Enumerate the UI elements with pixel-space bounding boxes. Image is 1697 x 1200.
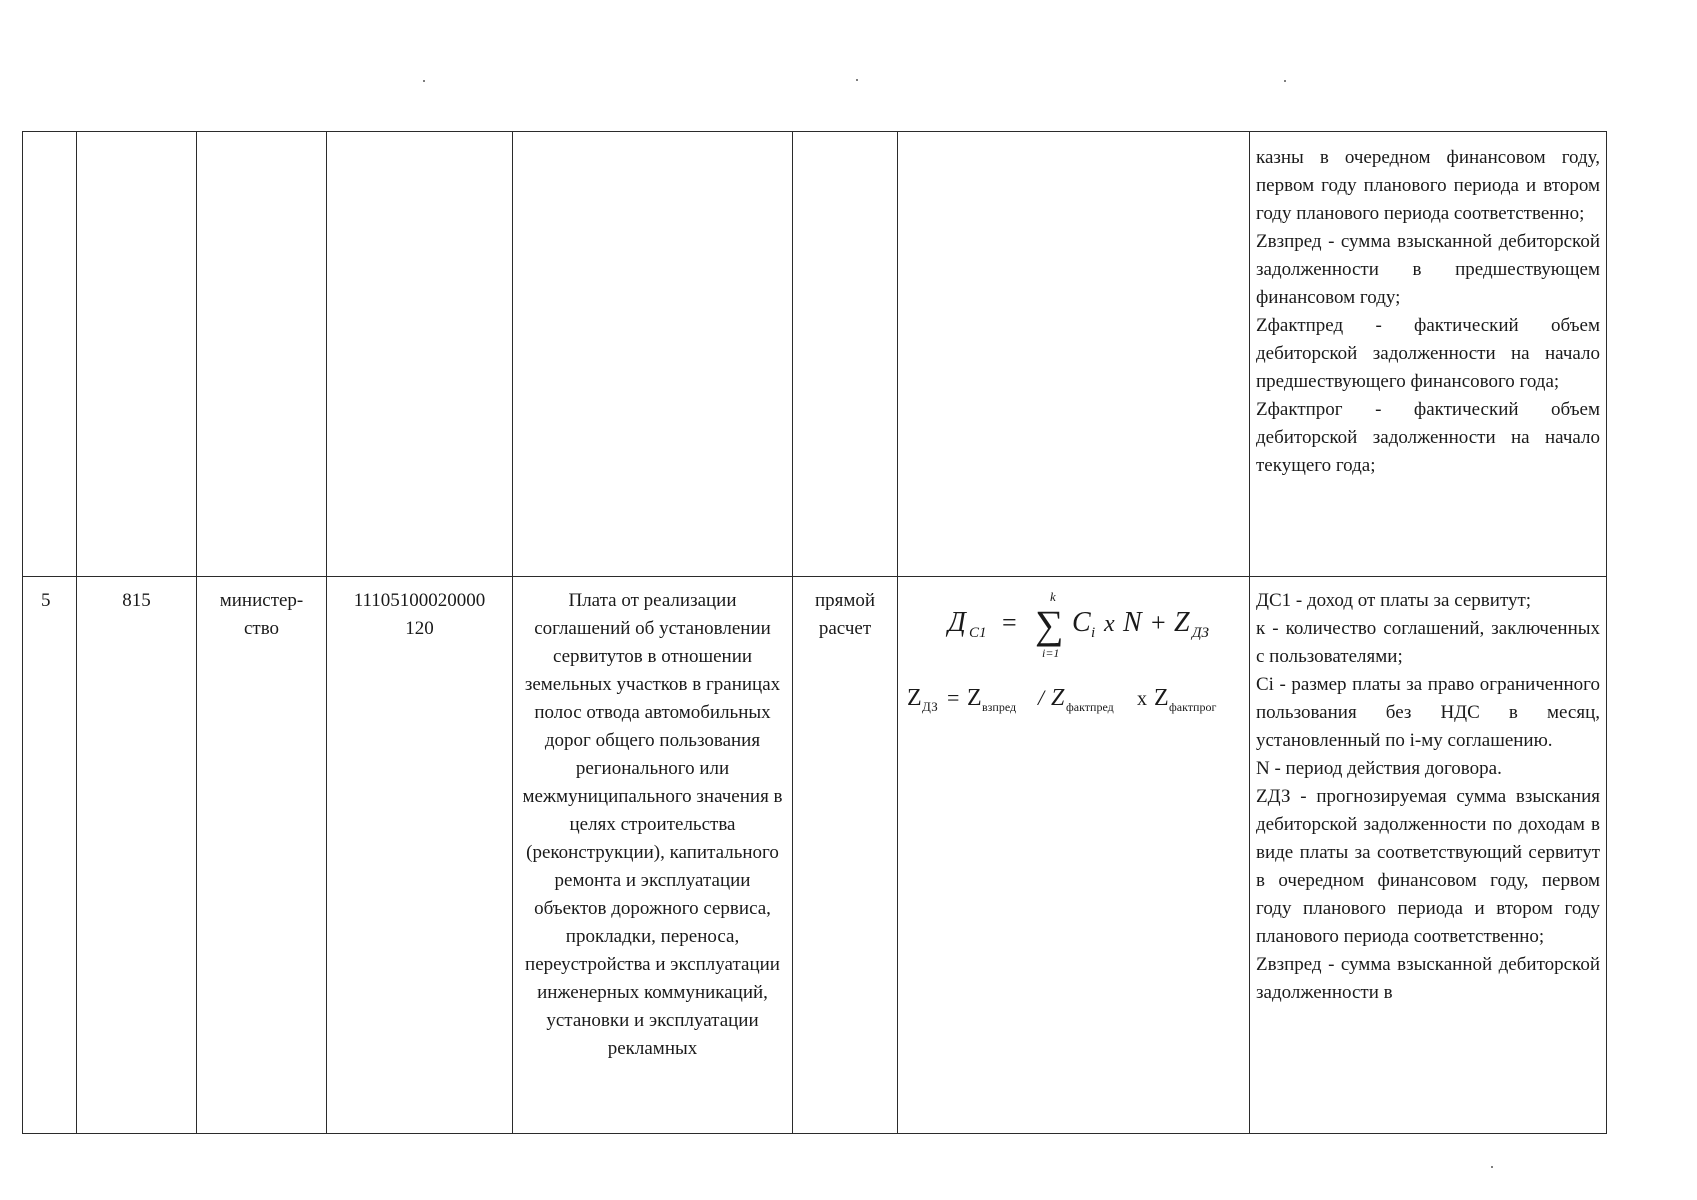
f2-z2-sub: взпред xyxy=(981,700,1016,714)
f2-z1-sub: ДЗ xyxy=(921,699,938,714)
kbk-code-line: 11105100020000 xyxy=(353,590,486,611)
f2-times: x xyxy=(1136,688,1147,710)
note-line: к - количество соглашений, заключенных с пользователями; xyxy=(1256,618,1600,667)
cell-formula xyxy=(898,132,1250,577)
cell-notes xyxy=(1250,132,1607,577)
cell-purpose xyxy=(513,132,793,577)
cell-admin xyxy=(197,577,327,1134)
receivables-formula xyxy=(905,681,1243,717)
admin-name-line: министер- xyxy=(219,590,304,611)
formula-lhs-sub: С1 xyxy=(968,625,987,641)
term-c-sub: i xyxy=(1090,625,1095,641)
revenue-description: Плата от реализации соглашений об установлении сервитутов в отношении земельных участков в границах полос отвода автомобильных дорог общего пользования регионального или межмуниципального значения в целях строительства (реконструкции), капитального ремонта и эксплуатации объектов дорожного сервиса, прокладки, переноса, переустройства и эксплуатации инженерных коммуникаций, установки и эксплуатации рекламных xyxy=(522,590,783,1059)
formula-plus: + xyxy=(1150,608,1166,637)
note-line: N - период действия договора. xyxy=(1256,758,1502,779)
table-row xyxy=(23,577,1607,1134)
row-number: 5 xyxy=(41,590,51,611)
f2-z4: Z xyxy=(1153,685,1169,711)
admin-name-line: ство xyxy=(243,618,280,639)
income-formula xyxy=(924,587,1224,667)
cell-method xyxy=(793,577,898,1134)
cell-method xyxy=(793,132,898,577)
scan-speck xyxy=(1491,1166,1493,1168)
note-line: казны в очередном финансовом году, первом году планового периода и втором году планового периода соответственно; xyxy=(1256,147,1600,224)
cell-purpose xyxy=(513,577,793,1134)
method-line: расчет xyxy=(818,618,872,639)
term-z: Z xyxy=(1173,607,1190,638)
f2-z3-sub: фактпред xyxy=(1065,700,1114,714)
f2-z3: Z xyxy=(1050,685,1064,711)
cell-kbk xyxy=(327,577,513,1134)
cell-code xyxy=(77,132,197,577)
admin-code: 815 xyxy=(122,590,151,611)
cell-kbk xyxy=(327,132,513,577)
note-line: Zвзпред - сумма взысканной дебиторской задолженности в xyxy=(1256,954,1600,1003)
note-line: Zвзпред - сумма взысканной дебиторской задолженности в предшествующем финансовом году; xyxy=(1256,231,1600,308)
kbk-code-line: 120 xyxy=(405,618,434,639)
term-n: N xyxy=(1122,607,1142,638)
cell-num xyxy=(23,132,77,577)
note-line: Zфактпрог - фактический объем дебиторской задолженности на начало текущего года; xyxy=(1256,399,1600,476)
cell-num xyxy=(23,577,77,1134)
cell-code xyxy=(77,577,197,1134)
sum-upper-limit: k xyxy=(1049,589,1056,604)
f2-slash: / xyxy=(1037,685,1044,710)
sum-lower-limit: i=1 xyxy=(1041,646,1059,660)
formula-eq: = xyxy=(1001,608,1017,637)
revenue-forecast-table xyxy=(22,131,1607,1134)
note-line: Zфактпред - фактический объем дебиторской задолженности на начало предшествующего финансового года; xyxy=(1256,315,1600,392)
method-line: прямой xyxy=(814,590,876,611)
f2-eq: = xyxy=(946,685,959,710)
term-z-sub: ДЗ xyxy=(1191,625,1209,641)
formula-lhs: Д xyxy=(947,607,966,638)
note-line: ДС1 - доход от платы за сервитут; xyxy=(1256,590,1532,611)
table-row xyxy=(23,132,1607,577)
sigma-symbol: ∑ xyxy=(1034,602,1064,647)
cell-notes xyxy=(1250,577,1607,1134)
cell-formula xyxy=(898,577,1250,1134)
note-line: ZДЗ - прогнозируемая сумма взыскания дебиторской задолженности по доходам в виде платы за соответствующий сервитут в очередном финансовом году, первом году планового периода и втором году планового периода соответственно; xyxy=(1256,786,1600,947)
scan-speck xyxy=(1284,80,1286,82)
scan-speck xyxy=(423,80,425,82)
term-c: C xyxy=(1071,607,1091,638)
f2-z1: Z xyxy=(906,685,922,711)
scan-speck xyxy=(856,79,858,81)
f2-z2: Z xyxy=(966,685,982,711)
formula-times: x xyxy=(1103,611,1115,637)
cell-admin xyxy=(197,132,327,577)
f2-z4-sub: фактпрог xyxy=(1168,700,1216,714)
note-line: Ci - размер платы за право ограниченного пользования без НДС в месяц, установленный по i-му соглашению. xyxy=(1256,674,1600,751)
